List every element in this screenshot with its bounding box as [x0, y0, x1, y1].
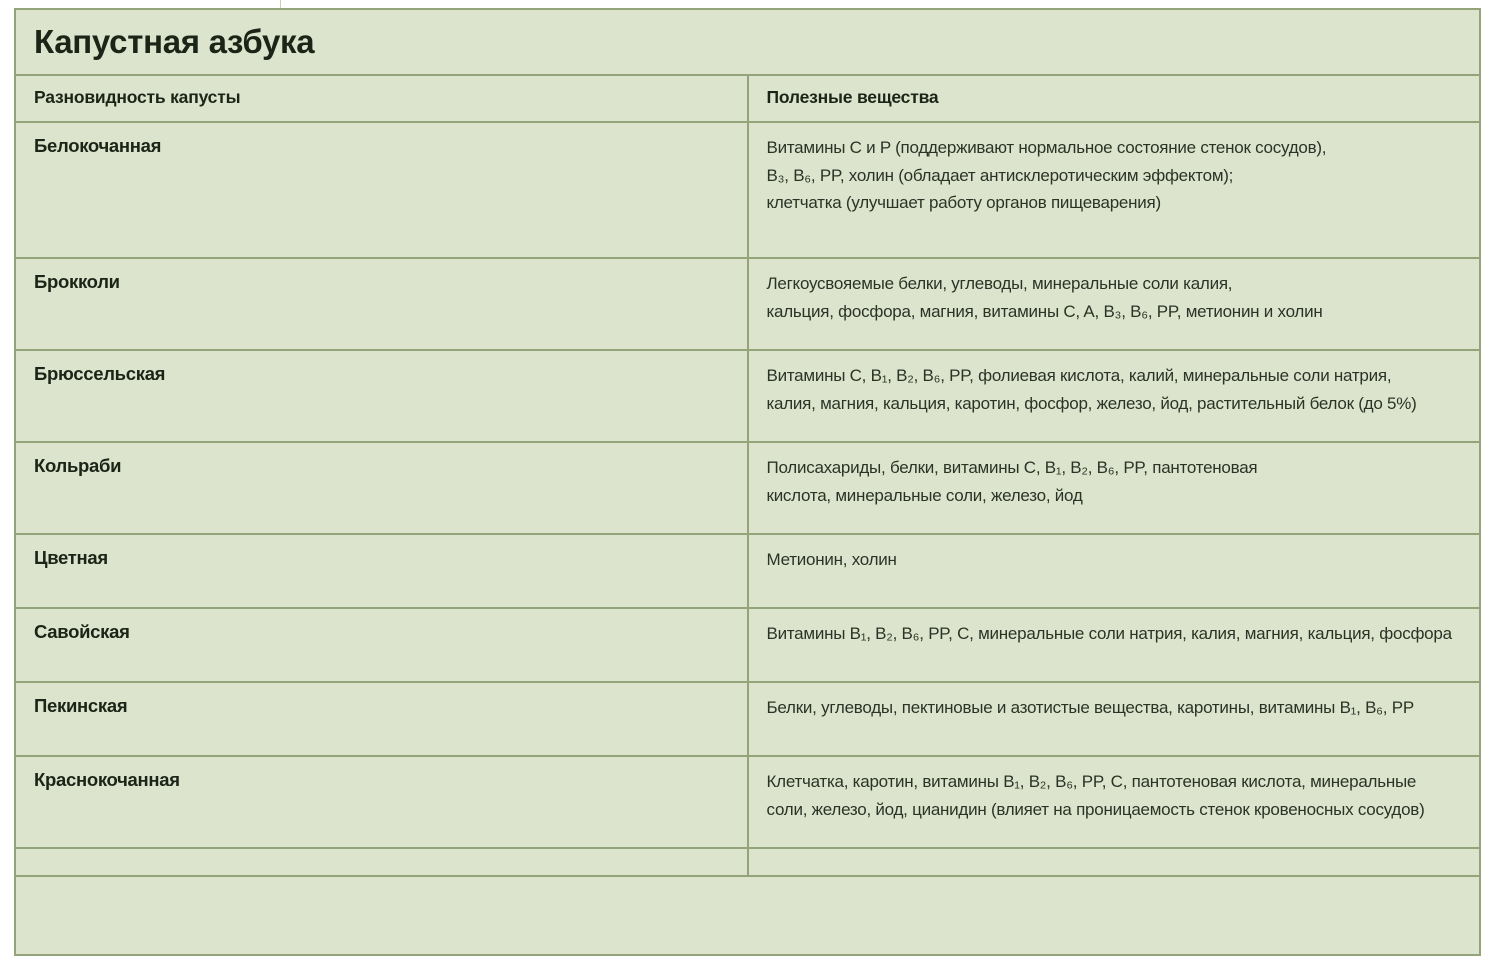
table-row [16, 608, 1479, 682]
nutrients-line: Витамины C, B₁, B₂, B₆, PP, фолиевая кислота, калий, минеральные соли натрия, [766, 366, 1392, 386]
variety-cell [16, 258, 748, 350]
column-header-variety: Разновидность капусты [34, 87, 241, 108]
nutrients-line: B₃, B₆, PP, холин (обладает антисклеротическим эффектом); [766, 165, 1234, 185]
nutrients-cell [748, 534, 1480, 608]
nutrients-line: Метионин, холин [766, 550, 897, 570]
nutrients-line: соли, железо, йод, цианидин (влияет на проницаемость стенок кровеносных сосудов) [766, 799, 1425, 819]
variety-cell [16, 682, 748, 756]
variety-cell [16, 350, 748, 442]
variety-label: Кольраби [34, 455, 122, 477]
table-row [16, 258, 1479, 350]
nutrients-cell [748, 122, 1480, 258]
footer-cell-right [748, 848, 1480, 876]
nutrients-line: Клетчатка, каротин, витамины B₁, B₂, B₆, PP, C, пантотеновая кислота, минеральные [766, 772, 1417, 792]
nutrients-cell [748, 258, 1480, 350]
table-title-cell [16, 10, 1479, 75]
nutrients-text [767, 362, 1466, 417]
variety-cell [16, 756, 748, 848]
table-row [16, 350, 1479, 442]
nutrients-cell [748, 756, 1480, 848]
header-cell-nutrients [748, 75, 1480, 122]
table-row [16, 442, 1479, 534]
nutrients-text [767, 620, 1466, 648]
variety-cell [16, 122, 748, 258]
nutrients-line: Витамины C и P (поддерживают нормальное состояние стенок сосудов), [766, 138, 1327, 158]
table-footer-row [16, 848, 1479, 876]
nutrients-text [767, 546, 1466, 574]
column-header-nutrients: Полезные вещества [766, 87, 939, 108]
table-header-row [16, 75, 1479, 122]
nutrients-text [767, 454, 1466, 509]
table-row [16, 122, 1479, 258]
nutrients-line: калия, магния, кальция, каротин, фосфор, железо, йод, растительный белок (до 5%) [766, 393, 1417, 413]
table-title-row [16, 10, 1479, 75]
nutrients-line: Белки, углеводы, пектиновые и азотистые вещества, каротины, витамины B₁, B₆, PP [766, 698, 1414, 718]
nutrients-line: Легкоусвояемые белки, углеводы, минеральные соли калия, [766, 274, 1233, 294]
nutrients-line: Витамины B₁, B₂, B₆, PP, C, минеральные соли натрия, калия, магния, кальция, фосфора [766, 624, 1452, 644]
variety-cell [16, 608, 748, 682]
page-title: Капустная азбука [34, 23, 315, 60]
variety-cell [16, 534, 748, 608]
nutrients-line: клетчатка (улучшает работу органов пищеварения) [766, 193, 1161, 213]
nutrients-cell [748, 350, 1480, 442]
nutrients-cell [748, 682, 1480, 756]
nutrients-text [767, 768, 1466, 823]
nutrients-text [767, 694, 1466, 722]
column-seam [280, 0, 281, 8]
table-row [16, 756, 1479, 848]
variety-label: Савойская [34, 621, 130, 643]
cabbage-table-container [14, 8, 1481, 956]
variety-label: Брокколи [34, 271, 120, 293]
nutrients-cell [748, 608, 1480, 682]
variety-label: Белокочанная [34, 135, 162, 157]
variety-label: Брюссельская [34, 363, 166, 385]
variety-label: Краснокочанная [34, 769, 180, 791]
page-top-margin [0, 0, 1495, 8]
nutrients-text [767, 134, 1466, 217]
header-cell-variety [16, 75, 748, 122]
variety-label: Цветная [34, 547, 108, 569]
nutrients-line: кислота, минеральные соли, железо, йод [766, 485, 1083, 505]
nutrients-line: Полисахариды, белки, витамины C, B₁, B₂, B₆, PP, пантотеновая [766, 458, 1258, 478]
variety-label: Пекинская [34, 695, 128, 717]
variety-cell [16, 442, 748, 534]
cabbage-table [16, 10, 1479, 877]
table-row [16, 534, 1479, 608]
nutrients-cell [748, 442, 1480, 534]
nutrients-line: кальция, фосфора, магния, витамины C, A, B₃, B₆, PP, метионин и холин [766, 301, 1323, 321]
nutrients-text [767, 270, 1466, 325]
footer-cell-left [16, 848, 748, 876]
table-row [16, 682, 1479, 756]
